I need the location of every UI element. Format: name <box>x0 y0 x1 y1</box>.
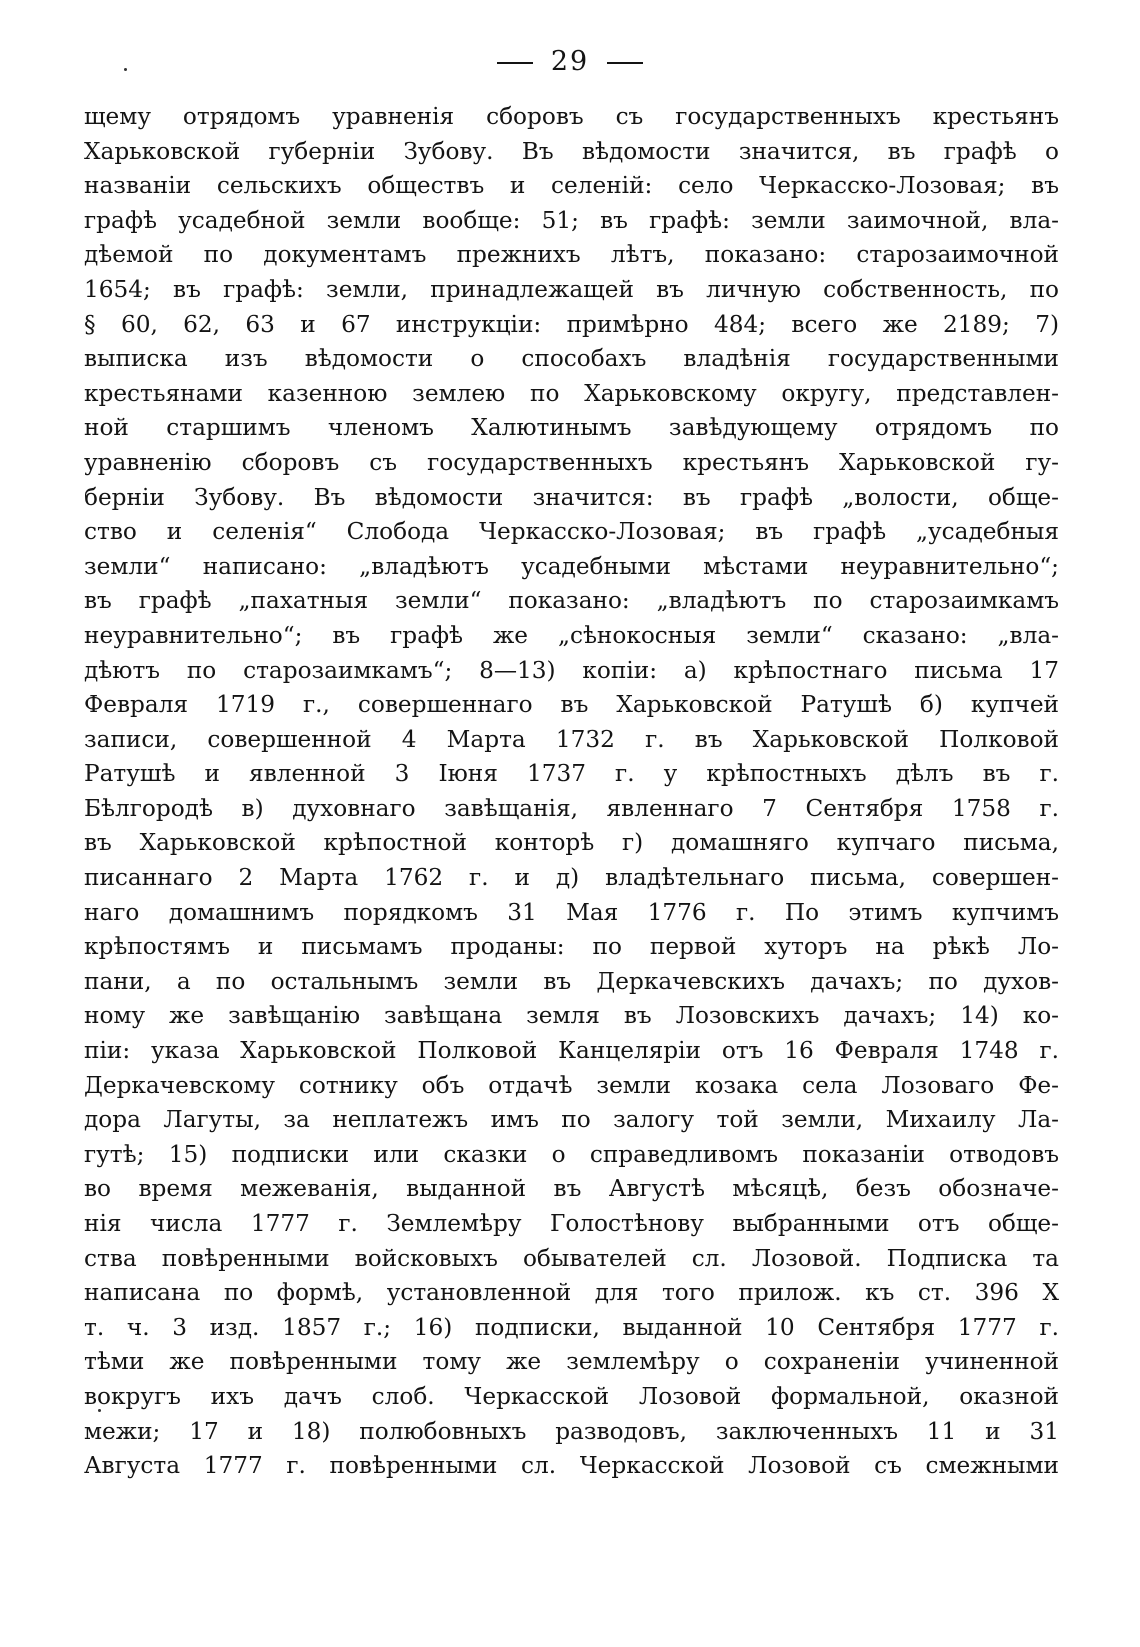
text-line: крестьянами казенною землею по Харьковскому округу, представлен- <box>84 379 1059 407</box>
text-line: гутѣ; 15) подписки или сказки о справедливомъ показаніи отводовъ <box>84 1140 1059 1168</box>
text-line: дѣютъ по старозаимкамъ“; 8—13) копіи: а) крѣпостнаго письма 17 <box>84 656 1059 684</box>
body-text <box>84 100 1059 1484</box>
text-line: въ Харьковской крѣпостной конторѣ г) домашняго купчаго письма, <box>84 829 1059 857</box>
text-line: написана по формѣ, установленной для того прилож. къ ст. 396 X <box>84 1279 1059 1307</box>
text-line: Деркачевскому сотнику объ отдачѣ земли козака села Лозоваго Фе- <box>84 1071 1059 1099</box>
text-line: во время межеванія, выданной въ Августѣ мѣсяцѣ, безъ обозначе- <box>84 1175 1059 1203</box>
text-line: щему отрядомъ уравненія сборовъ съ государственныхъ крестьянъ <box>84 103 1059 130</box>
text-line: неуравнительно“; въ графѣ же „сѣнокосныя земли“ сказано: „вла- <box>84 621 1059 649</box>
text-line: ство и селенія“ Слобода Черкасско-Лозовая; въ графѣ „усадебныя <box>84 518 1059 546</box>
text-line: берніи Зубову. Въ вѣдомости значится: въ графѣ „волости, обще- <box>84 483 1059 511</box>
text-line: Февраля 1719 г., совершеннаго въ Харьковской Ратушѣ б) купчей <box>84 691 1059 719</box>
text-line: ной старшимъ членомъ Халютинымъ завѣдующему отрядомъ по <box>84 414 1059 442</box>
print-speck <box>124 68 127 71</box>
text-line: дора Лагуты, за неплатежъ имъ по залогу той земли, Михаилу Ла- <box>84 1106 1059 1134</box>
text-line: пани, а по остальнымъ земли въ Деркачевскихъ дачахъ; по духов- <box>84 967 1059 995</box>
text-line: въ графѣ „пахатныя земли“ показано: „владѣютъ по старозаимкамъ <box>84 587 1059 615</box>
header-dash-left <box>497 62 533 64</box>
text-line: ному же завѣщанію завѣщана земля въ Лозовскихъ дачахъ; 14) ко- <box>84 1002 1059 1030</box>
text-line: піи: указа Харьковской Полковой Канцеляріи отъ 16 Февраля 1748 г. <box>84 1037 1059 1065</box>
text-line: ства повѣренными войсковыхъ обывателей сл. Лозовой. Подписка та <box>84 1244 1059 1272</box>
text-line: вокругъ ихъ дачъ слоб. Черкасской Лозовой формальной, оказной <box>84 1382 1059 1410</box>
text-line: т. ч. 3 изд. 1857 г.; 16) подписки, выданной 10 Сентября 1777 г. <box>84 1313 1059 1341</box>
text-line: наго домашнимъ порядкомъ 31 Мая 1776 г. По этимъ купчимъ <box>84 898 1059 926</box>
text-line: Ратушѣ и явленной 3 Іюня 1737 г. у крѣпостныхъ дѣлъ въ г. <box>84 760 1059 788</box>
text-line: межи; 17 и 18) полюбовныхъ разводовъ, заключенныхъ 11 и 31 <box>84 1417 1059 1445</box>
text-line: Августа 1777 г. повѣренными сл. Черкасской Лозовой съ смежными <box>84 1452 1059 1480</box>
text-line: земли“ написано: „владѣютъ усадебными мѣстами неуравнительно“; <box>84 552 1059 580</box>
page-header <box>0 44 1140 80</box>
page-number: 29 <box>550 46 590 77</box>
text-line: Бѣлгородѣ в) духовнаго завѣщанія, явленнаго 7 Сентября 1758 г. <box>84 794 1059 822</box>
text-line: нія числа 1777 г. Землемѣру Голостѣнову выбранными отъ обще- <box>84 1210 1059 1237</box>
text-line: дѣемой по документамъ прежнихъ лѣтъ, показано: старозаимочной <box>84 241 1059 269</box>
text-line: графѣ усадебной земли вообще: 51; въ графѣ: земли заимочной, вла- <box>84 206 1059 234</box>
text-line: писаннаго 2 Марта 1762 г. и д) владѣтельнаго письма, совершен- <box>84 864 1059 892</box>
text-line: крѣпостямъ и письмамъ проданы: по первой хуторъ на рѣкѣ Ло- <box>84 933 1059 961</box>
text-line: Харьковской губерніи Зубову. Въ вѣдомости значится, въ графѣ о <box>84 137 1059 165</box>
text-line: § 60, 62, 63 и 67 инструкціи: примѣрно 484; всего же 2189; 7) <box>84 310 1059 338</box>
text-line: записи, совершенной 4 Марта 1732 г. въ Харьковской Полковой <box>84 725 1059 753</box>
text-line: 1654; въ графѣ: земли, принадлежащей въ личную собственность, по <box>84 275 1059 303</box>
text-line: уравненію сборовъ съ государственныхъ крестьянъ Харьковской гу- <box>84 448 1059 476</box>
text-line: тѣми же повѣренными тому же землемѣру о сохраненіи учиненной <box>84 1348 1059 1376</box>
header-dash-right <box>607 62 643 64</box>
text-line: выписка изъ вѣдомости о способахъ владѣнія государственными <box>84 345 1059 373</box>
text-line: названіи сельскихъ обществъ и селеній: село Черкасско-Лозовая; въ <box>84 172 1059 200</box>
